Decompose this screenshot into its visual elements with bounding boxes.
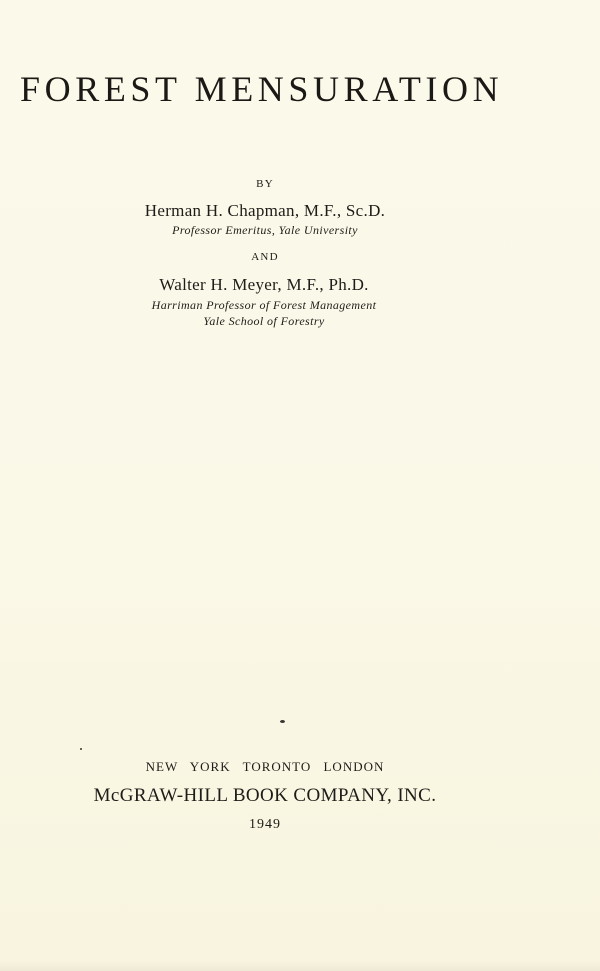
author-2-title-line-1: Harriman Professor of Forest Management: [151, 298, 377, 312]
paper-speck: [80, 748, 82, 750]
publisher-cities: NEW YORK TORONTO LONDON: [145, 759, 385, 774]
author-2-title-line-2: Yale School of Forestry: [203, 314, 325, 328]
and-label: AND: [251, 251, 279, 263]
by-label: BY: [256, 178, 274, 190]
author-1-title: Professor Emeritus, Yale University: [172, 223, 358, 237]
book-title: FOREST MENSURATION: [20, 69, 504, 109]
publisher-name: McGRAW-HILL BOOK COMPANY, INC.: [93, 785, 437, 806]
author-2-name: Walter H. Meyer, M.F., Ph.D.: [159, 275, 369, 294]
author-1-name: Herman H. Chapman, M.F., Sc.D.: [144, 201, 386, 220]
ornament-mark: [280, 720, 285, 723]
publication-year: 1949: [249, 817, 281, 832]
